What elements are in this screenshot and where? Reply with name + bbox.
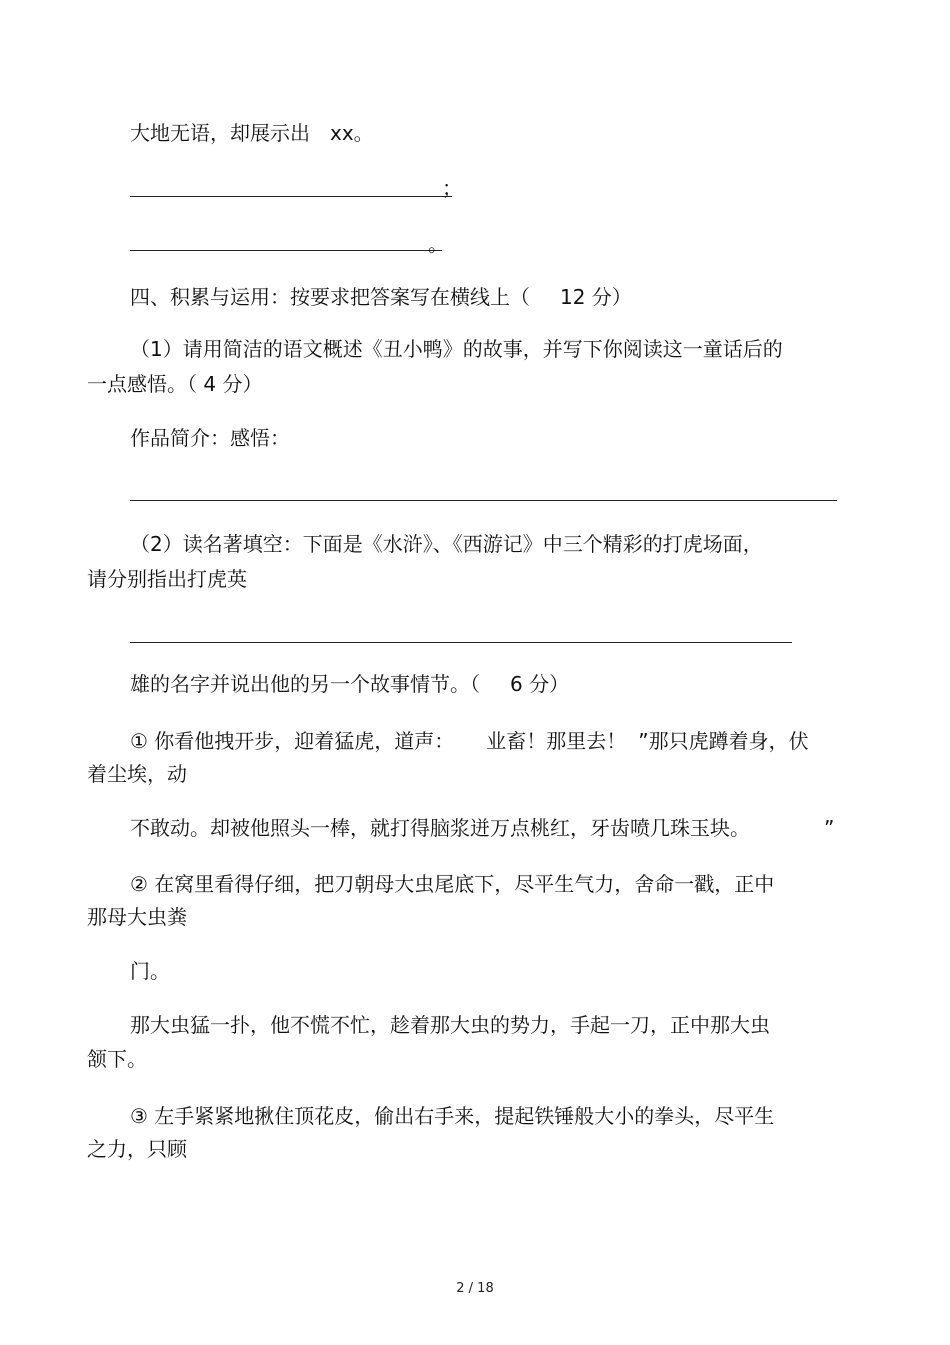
- answer-blank-3[interactable]: [130, 500, 837, 501]
- passage-1-line-3: 不敢动。却被他照头一棒，就打得脑浆迸万点桃红，牙齿喷几珠玉块。: [130, 816, 750, 840]
- text-line-1: [130, 121, 374, 145]
- question-1-line-2: 一点感悟。（ 4 分）: [87, 372, 263, 396]
- passage-1-line-1: [130, 729, 809, 753]
- passage-2-line-3: 门。: [130, 959, 170, 983]
- passage-2-line-2: 那母大虫粪: [87, 905, 187, 929]
- question-2-line-1: （2）读名著填空：下面是《水浒》、《西游记》中三个精彩的打虎场面，: [130, 532, 763, 556]
- question-2-line-3: [130, 672, 569, 696]
- passage-2-line-5: 颔下。: [87, 1047, 147, 1071]
- page-number: 2 / 18: [456, 1281, 494, 1296]
- passage-2-line-1: ② 在窝里看得仔细，把刀朝母大虫尾底下，尽平生气力，舍命一戳，正中: [130, 872, 775, 896]
- section-4-heading: [130, 285, 632, 309]
- text-segment: ① 你看他拽开步，迎着猛虎，道声：: [130, 729, 455, 753]
- passage-2-line-4: 那大虫猛一扑，他不慌不忙，趁着那大虫的势力，手起一刀，正中那大虫: [130, 1013, 770, 1037]
- text-segment: 12 分）: [560, 285, 632, 309]
- answer-blank-2[interactable]: [130, 250, 442, 251]
- passage-3-line-2: 之力，只顾: [87, 1137, 187, 1161]
- question-1-line-1: （1）请用简洁的语文概述《丑小鸭》的故事，并写下你阅读这一童话后的: [130, 337, 783, 361]
- blank-2-punct: 。: [428, 232, 448, 256]
- answer-blank-4[interactable]: [130, 642, 792, 643]
- text-segment: 6 分）: [510, 672, 570, 696]
- question-1-prompt: 作品简介：感悟：: [130, 426, 290, 450]
- answer-blank-1[interactable]: [130, 196, 452, 197]
- text-segment: 大地无语，却展示出: [130, 121, 310, 145]
- text-segment: xx。: [330, 121, 374, 145]
- passage-1-line-2: 着尘埃，动: [87, 762, 187, 786]
- passage-1-closing-quote: ”: [824, 816, 835, 840]
- passage-3-line-1: ③ 左手紧紧地揪住顶花皮，偷出右手来，提起铁锤般大小的拳头，尽平生: [130, 1104, 775, 1128]
- text-segment: 四、积累与运用：按要求把答案写在横线上（: [130, 285, 530, 309]
- question-2-line-2: 请分别指出打虎英: [87, 567, 247, 591]
- text-segment: 雄的名字并说出他的另一个故事情节。（: [130, 672, 480, 696]
- text-segment: 业畜！那里去！: [486, 729, 627, 753]
- text-segment: ”那只虎蹲着身，伏: [638, 729, 809, 753]
- blank-1-punct: ；: [442, 176, 462, 200]
